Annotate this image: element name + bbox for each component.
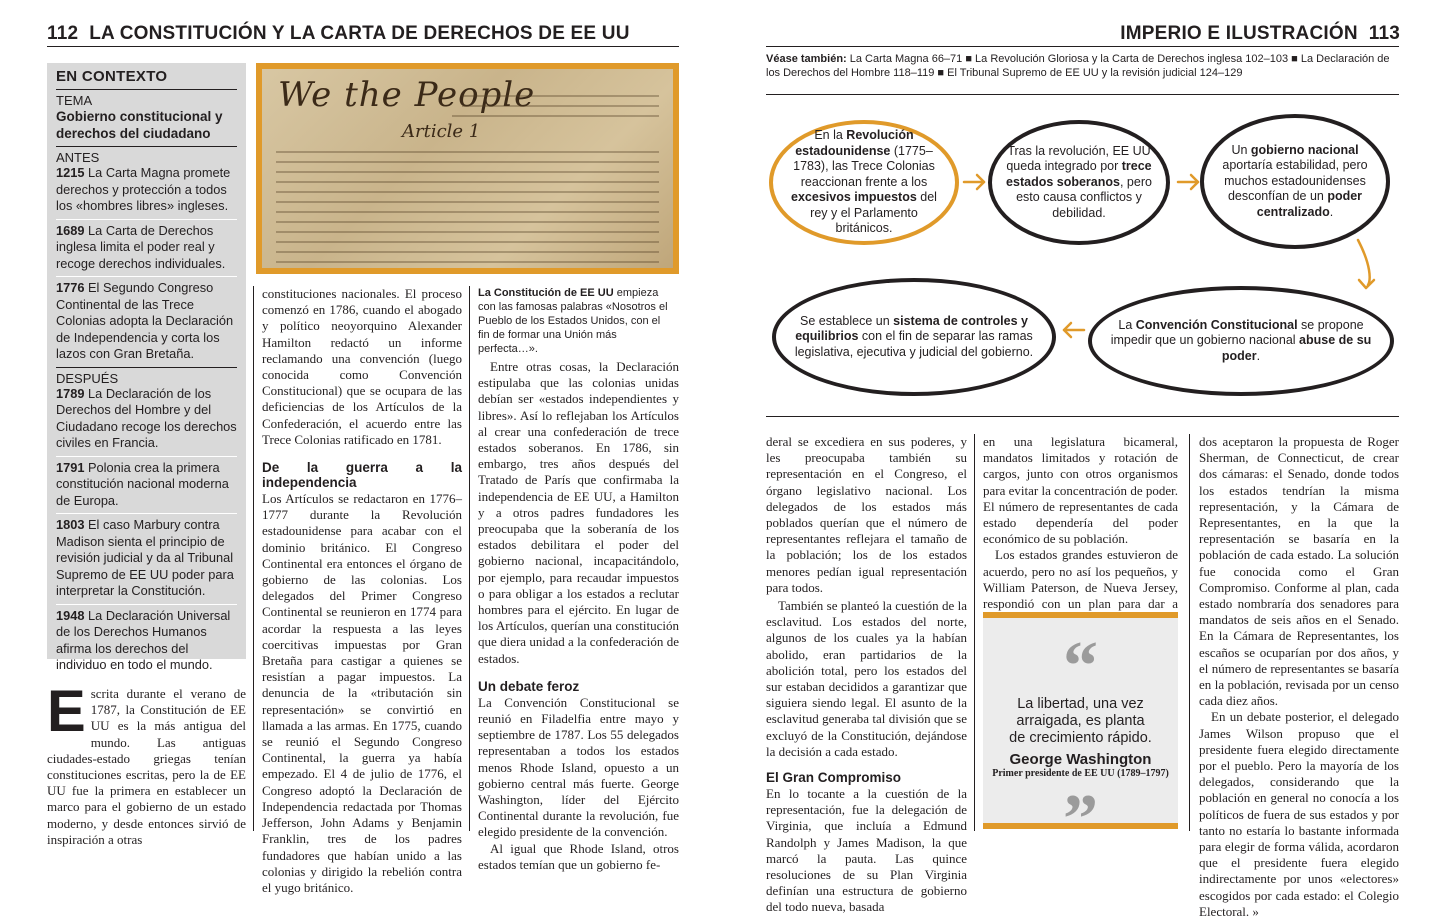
right-header-rule (766, 46, 1399, 47)
see-also (766, 52, 1399, 80)
antes-item: 1776 El Segundo Congreso Continental de las Trece Colonias adopta la Declaración de Independencia y corta los lazos con Gran Bretaña. (56, 276, 237, 363)
tema-value: Gobierno constitucional y derechos del ciudadano (56, 109, 223, 141)
flow-step-national-government: Un gobierno nacional aportaría estabilidad, pero muchos estadounidenses desconfían de un poder centralizado. (1200, 114, 1390, 249)
open-quote-icon: “ (1063, 628, 1098, 705)
image-caption (478, 286, 673, 356)
subheading-debate: Un debate feroz (478, 678, 580, 694)
right-page-header (1120, 23, 1400, 45)
parchment (262, 69, 673, 268)
subheading-compromiso: El Gran Compromiso (766, 770, 902, 786)
paragraph: Al igual que Rhode Island, otros estados temían que un gobierno fe- (478, 840, 679, 872)
column-6 (1199, 434, 1399, 920)
arrow-curve-down-icon (1358, 240, 1374, 288)
subheading-guerra: De la guerra a la independencia (262, 460, 462, 491)
despues-item: 1791 Polonia crea la primera constitución nacional moderna de Europa. (56, 456, 237, 510)
paragraph: Los Artículos se redactaron en 1776–1777 durante la Revolución estadounidense para acabar con el dominio británico. El Congreso Continental era entonces el órgano de gobierno de las colonias. Los delegados del Primer Congreso Continental se reunieron en 1774 para acordar la respuesta a las leyes coercitivas impuestas por Gran Bretaña para castigar a quienes se resistían a pagar impuestos. La denuncia de la «tributación sin representación» se convirtió en llamada a las armas. En 1775, cuando se reunió el Segundo Congreso Continental, la guerra ya había empezado. El 4 de julio de 1776, el Congreso adoptó la Declaración de Independencia redactada por Thomas Jefferson, John Adams y Benjamin Franklin, tres de los padres fundadores que habían unido a las colonias y dirigido la rebelión contra el yugo británico. (262, 491, 462, 895)
flow-bottom-rule (766, 416, 1399, 417)
drop-cap: E (47, 679, 86, 744)
paragraph: En lo tocante a la cuestión de la representación, fue la delegación de Virginia, que incluía a Edmund Randolph y James Madison, la que marcó la pauta. Las quince resoluciones de su Plan Virginia definían una estructura de gobierno del todo nueva, basada (766, 786, 967, 915)
flow-step-revolution: En la Revolución estadounidense (1775–1783), las Trece Colonias reaccionan frente a los excesivos impuestos del rey y el Parlamento británicos. (769, 120, 959, 245)
we-the-people-script: We the People (278, 75, 536, 115)
antes-item: 1215 La Carta Magna promete derechos y protección a todos los «hombres libres» ingleses. (56, 165, 231, 213)
caption-text: empieza con las famosas palabras «Nosotros el Pueblo de los Estados Unidos, con el fin de formar una Unión más perfecta…». (478, 287, 668, 355)
despues-item: 1789 La Declaración de los Derechos del Hombre y del Ciudadano recoge los derechos civiles en Francia. (56, 385, 237, 450)
tema-label: TEMA (56, 89, 237, 108)
column-divider (253, 286, 254, 831)
arrow-left-icon (1064, 323, 1084, 337)
despues-item: 1803 El caso Marbury contra Madison sienta el principio de revisión judicial y da al Tribunal Supremo de EE UU poder para interpretar la Constitución. (56, 513, 237, 600)
see-also-label: Véase también: (766, 53, 847, 65)
paragraph: También se planteó la cuestión de la esclavitud. Los estados del norte, algunos de los cuales ya la habían abolido, eran partidarios de la abolición total, pero los estados del sur estaban decididos a garantizar que siguiera siendo legal. El asunto de la esclavitud generaba tal división que se excluyó de la Constitución, dejándose la decisión a cada estado. (766, 598, 967, 759)
context-box (47, 63, 246, 672)
paragraph: deral se excediera en sus poderes, y les preocupaba también su representación en el Congreso, el órgano legislativo nacional. Los delegados de los estados más poblados querían que el número de representantes reflejara el tamaño de la población; los de los estados menores pedían igual representación para todos. (766, 434, 967, 595)
arrow-right-icon (964, 175, 984, 189)
left-header-rule (47, 46, 679, 47)
column-2 (262, 286, 462, 896)
antes-item: 1689 La Carta de Derechos inglesa limita el poder real y recoge derechos individuales. (56, 219, 237, 273)
left-page-number: 112 (47, 23, 79, 44)
column-4 (766, 434, 967, 916)
quote-author: George Washington (1009, 751, 1152, 768)
column-3 (478, 359, 679, 873)
close-quote-icon: ” (1063, 781, 1098, 858)
antes-label: ANTES (56, 146, 237, 165)
paragraph: Los estados grandes estuvieron de acuerdo, pero no así los pequeños, y William Paterson, de Nueva Jersey, respondió con un plan para dar a (983, 547, 1178, 612)
left-page-title: LA CONSTITUCIÓN Y LA CARTA DE DERECHOS DE EE UU (89, 23, 630, 44)
paragraph: Entre otras cosas, la Declaración estipulaba que las colonias unidas debían ser «estados independientes y libres». Así lo reflejaban los Artículos al crear una confederación de trece estados soberanos. En 1786, sin embargo, tres años después del Tratado de París que confirmaba la independencia de EE UU, a Hamilton y a otros padres fundadores les preocupaba que la soberanía de los estados debilitara el poder del gobierno nacional, incapacitándolo, por ejemplo, para recaudar impuestos o para obligar a los estados a reclutar hombres para el ejército. En lugar de los Artículos, querían una constitución que diera unidad a la confederación de estados. (478, 359, 679, 666)
flow-top-rule (766, 94, 1399, 95)
left-page-header (47, 23, 630, 45)
article-script: Article 1 (402, 121, 481, 142)
paragraph: En un debate posterior, el delegado James Wilson propuso que el presidente fuera elegido directamente por el pueblo. Pero la mayoría de los delegados, considerando que la población en general no conocía a los políticos de fuera de sus estados y por tanto no estaría lo bastante informada para elegir de forma válida, acordaron que el presidente fuera elegido indirectamente por unos «electores» escogidos por cada estado: el Colegio Electoral. » (1199, 709, 1399, 919)
column-divider (469, 286, 470, 831)
paragraph: constituciones nacionales. El proceso comenzó en 1786, cuando el abogado y político neoyorquino Alexander Hamilton redactó un informe reclamando una convención (luego conocida como Convención Constitucional) que se ocupara de las deficiencias de los Artículos de la Confederación, el acuerdo entre las Trece Colonias ratificado en 1781. (262, 286, 462, 447)
flow-arrows (766, 100, 1399, 410)
despues-item: 1948 La Declaración Universal de los Derechos Humanos afirma los derechos del individuo en todo el mundo. (56, 604, 237, 674)
quote-text: La libertad, una vez arraigada, es planta de crecimiento rápido. (1009, 696, 1152, 746)
context-title: EN CONTEXTO (56, 68, 168, 85)
paragraph: La Convención Constitucional se reunió en Filadelfia entre mayo y septiembre de 1787. Los 55 delegados representaban a todos los estados menos Rhode Island, opuesto a un gobierno central más fuerte. George Washington, líder del Ejército Continental durante la revolución, fue elegido presidente de la convención. (478, 694, 679, 840)
column-divider (974, 434, 975, 831)
intro-text: scrita durante el verano de 1787, la Constitución de EE UU es la más antigua del mundo. Las antiguas ciudades-estado griegas tenían constituciones escritas, pero la de EE UU fue la primera en establecer un marco para el gobierno de un estado moderno, y desde entonces sirvió de inspiración a otras (47, 686, 246, 847)
constitution-image (256, 63, 679, 274)
right-page-title: IMPERIO E ILUSTRACIÓN (1120, 23, 1358, 44)
caption-bold: La Constitución de EE UU (478, 287, 614, 299)
flow-step-convention: La Convención Constitucional se propone impedir que un gobierno nacional abuse de su poder. (1088, 286, 1394, 396)
paragraph: en una legislatura bicameral, mandatos limitados y rotación de cargos, junto con otros organismos para evitar la concentración de poder. El número de representantes de cada estado dependería del poder económico de su población. (983, 434, 1178, 547)
arrow-right-icon (1178, 175, 1198, 189)
flow-step-checks-balances: Se establece un sistema de controles y equilibrios con el fin de separar las ramas legislativa, ejecutiva y judicial del gobierno. (772, 278, 1056, 396)
quote-role: Primer presidente de EE UU (1789–1797) (992, 768, 1169, 779)
paragraph: dos aceptaron la propuesta de Roger Sherman, de Connecticut, de crear dos cámaras: el Senado, donde todos los estados tendrían la misma representación, y la Cámara de Representantes, en la que la representación se basaría en la población de cada estado. La solución fue conocida como el Gran Compromiso. Conforme al plan, cada estado nombraría dos senadores para mandatos de seis años en el Senado. En la Cámara de Representantes, los escaños se ocuparían por dos años, y el número de representantes se basaría en la población, revisada por un censo cada diez años. (1199, 434, 1399, 709)
column-divider (1189, 434, 1190, 831)
pull-quote (983, 612, 1178, 858)
right-page-number: 113 (1368, 23, 1400, 44)
flow-step-states: Tras la revolución, EE UU queda integrado por trece estados soberanos, pero esto causa conflictos y debilidad. (988, 120, 1170, 245)
despues-label: DESPUÉS (56, 367, 237, 386)
see-also-text: La Carta Magna 66–71 ■ La Revolución Gloriosa y la Carta de Derechos inglesa 102–103 ■ La Declaración de los Derechos del Hombre 118–119 ■ El Tribunal Supremo de EE UU y la revisión judicial 124–129 (766, 53, 1390, 79)
intro-paragraph (47, 679, 246, 848)
